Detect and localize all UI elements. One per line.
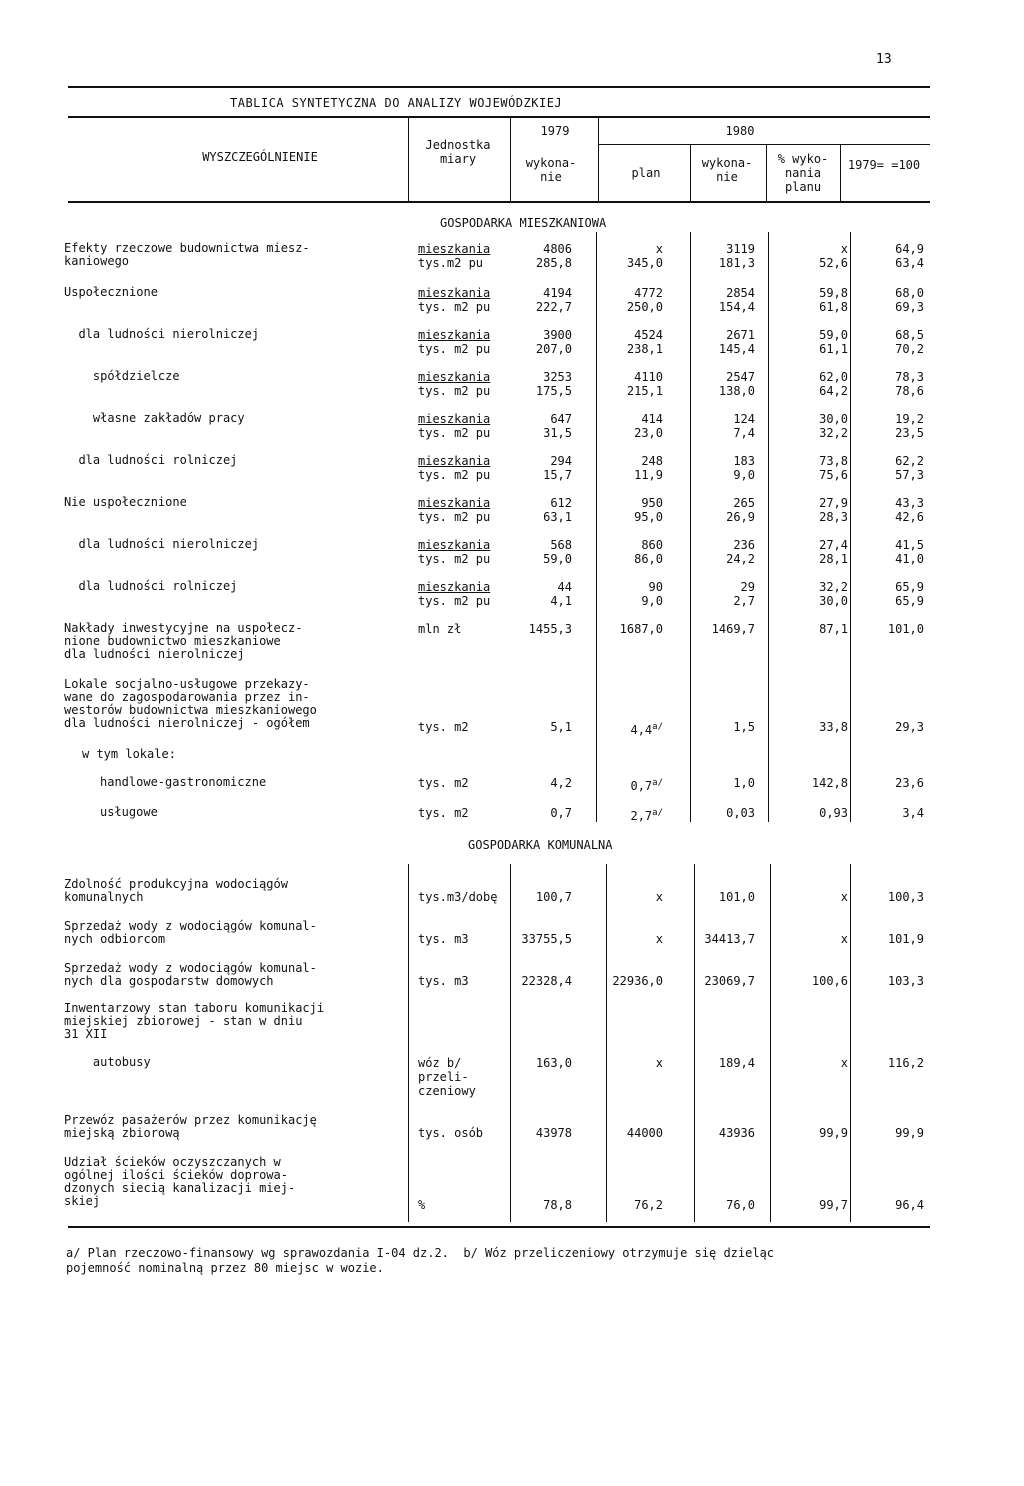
cell-1979-wykonanie: 647 31,5 — [543, 412, 572, 440]
row-unit: tys. m3 — [418, 974, 469, 988]
header-item: WYSZCZEGÓLNIENIE — [202, 150, 318, 164]
header-divider — [840, 144, 841, 202]
cell-pct-plan: 73,8 75,6 — [819, 454, 848, 482]
header-subrule — [598, 144, 930, 145]
row-unit: tys. m3 — [418, 932, 469, 946]
header-wykonanie-1979: wykona- nie — [525, 156, 577, 184]
cell-1979-wykonanie: 78,8 — [543, 1198, 572, 1212]
cell-1980-wykonanie: 34413,7 — [704, 932, 755, 946]
column-divider — [770, 864, 771, 1222]
cell-1980-wykonanie: 3119 181,3 — [718, 242, 755, 270]
cell-index: 41,5 41,0 — [895, 538, 924, 566]
page-number: 13 — [876, 52, 892, 67]
header-divider — [766, 144, 767, 202]
row-label: Udział ścieków oczyszczanych w ogólnej ilości ścieków doprowa- dzonych siecią kanalizacji miej- skiej — [64, 1155, 296, 1208]
header-pct-plan: % wyko- nania planu — [777, 152, 829, 194]
cell-1980-wykonanie: 2854 154,4 — [718, 286, 755, 314]
cell-1980-wykonanie: 101,0 — [718, 890, 755, 904]
cell-pct-plan: x — [840, 890, 848, 904]
row-label: dla ludności nierolniczej — [64, 537, 260, 551]
cell-1980-plan: 4110 215,1 — [626, 370, 663, 398]
cell-index: 29,3 — [895, 720, 924, 734]
cell-pct-plan: 59,8 61,8 — [819, 286, 848, 314]
row-unit: mieszkania tys. m2 pu — [418, 328, 491, 356]
header-plan: plan — [631, 166, 661, 180]
cell-1980-wykonanie: 43936 — [718, 1126, 755, 1140]
header-index: 1979= =100 — [847, 158, 921, 172]
cell-index: 65,9 65,9 — [895, 580, 924, 608]
row-unit: tys.m3/dobę — [418, 890, 498, 904]
row-label: Sprzedaż wody z wodociągów komunal- nych odbiorcom — [64, 919, 317, 946]
table-title: TABLICA SYNTETYCZNA DO ANALIZY WOJEWÓDZKIEJ — [230, 96, 563, 110]
cell-1979-wykonanie: 3900 207,0 — [535, 328, 572, 356]
cell-index: 64,9 63,4 — [895, 242, 924, 270]
cell-1980-wykonanie: 265 26,9 — [726, 496, 755, 524]
cell-1979-wykonanie: 4194 222,7 — [535, 286, 572, 314]
cell-index: 101,9 — [887, 932, 924, 946]
row-label-w-tym: w tym lokale: — [82, 747, 176, 761]
section-housing: GOSPODARKA MIESZKANIOWA — [440, 216, 607, 230]
cell-1980-wykonanie: 1,5 — [733, 720, 755, 734]
cell-1980-plan: 248 11,9 — [634, 454, 663, 482]
cell-pct-plan: 33,8 — [819, 720, 848, 734]
cell-1979-wykonanie: 4806 285,8 — [535, 242, 572, 270]
header-top-rule — [68, 116, 930, 118]
cell-pct-plan: 87,1 — [819, 622, 848, 636]
cell-1980-plan: 4772 250,0 — [626, 286, 663, 314]
header-divider — [598, 118, 599, 202]
row-unit: % — [418, 1198, 426, 1212]
cell-1980-wykonanie: 0,03 — [726, 806, 755, 820]
cell-pct-plan: 0,93 — [819, 806, 848, 820]
cell-index: 19,2 23,5 — [895, 412, 924, 440]
row-unit: mieszkania tys. m2 pu — [418, 538, 491, 566]
cell-1979-wykonanie: 3253 175,5 — [535, 370, 572, 398]
cell-1980-plan: 414 23,0 — [634, 412, 663, 440]
row-unit: tys. m2 — [418, 806, 469, 820]
cell-1980-plan: x — [655, 890, 663, 904]
row-label: Inwentarzowy stan taboru komunikacji miejskiej zbiorowej - stan w dniu 31 XII — [64, 1001, 325, 1041]
cell-1979-wykonanie: 22328,4 — [521, 974, 572, 988]
cell-1979-wykonanie: 0,7 — [550, 806, 572, 820]
footnote: a/ Plan rzeczowo-finansowy wg sprawozdania I-04 dz.2. b/ Wóz przeliczeniowy otrzymuje się dzieląc pojemność nominalną przez 80 miejsc w wozie. — [66, 1246, 775, 1275]
cell-pct-plan: 100,6 — [811, 974, 848, 988]
cell-1980-wykonanie: 2671 145,4 — [718, 328, 755, 356]
cell-1979-wykonanie: 4,2 — [550, 776, 572, 790]
cell-1979-wykonanie: 100,7 — [535, 890, 572, 904]
cell-pct-plan: 30,0 32,2 — [819, 412, 848, 440]
cell-1980-wykonanie: 76,0 — [726, 1198, 755, 1212]
cell-index: 62,2 57,3 — [895, 454, 924, 482]
row-label: autobusy — [64, 1055, 151, 1069]
header-year-1979: 1979 — [540, 124, 570, 138]
cell-index: 78,3 78,6 — [895, 370, 924, 398]
row-unit: mieszkania tys. m2 pu — [418, 496, 491, 524]
section-communal: GOSPODARKA KOMUNALNA — [468, 838, 613, 852]
row-unit: wóz b/ przeli- czeniowy — [418, 1056, 476, 1098]
cell-index: 100,3 — [887, 890, 924, 904]
cell-1979-wykonanie: 44 4,1 — [550, 580, 572, 608]
cell-1980-plan: 44000 — [626, 1126, 663, 1140]
cell-1980-plan: x 345,0 — [626, 242, 663, 270]
row-label: Nakłady inwestycyjne na uspołecz- nione budownictwo mieszkaniowe dla ludności nierolniczej — [64, 621, 303, 661]
cell-pct-plan: x 52,6 — [819, 242, 848, 270]
cell-1980-plan: 76,2 — [634, 1198, 663, 1212]
cell-1980-wykonanie: 236 24,2 — [726, 538, 755, 566]
row-unit: mieszkania tys. m2 pu — [418, 580, 491, 608]
cell-1980-wykonanie: 29 2,7 — [733, 580, 755, 608]
header-divider — [408, 118, 409, 202]
cell-pct-plan: 32,2 30,0 — [819, 580, 848, 608]
row-unit: mln zł — [418, 622, 462, 636]
cell-1979-wykonanie: 568 59,0 — [543, 538, 572, 566]
cell-1980-wykonanie: 23069,7 — [704, 974, 755, 988]
row-unit: mieszkania tys. m2 pu — [418, 412, 491, 440]
row-label: własne zakładów pracy — [64, 411, 245, 425]
cell-index: 96,4 — [895, 1198, 924, 1212]
top-rule — [68, 86, 930, 88]
row-label: usługowe — [100, 805, 158, 819]
row-unit: tys. m2 — [418, 720, 469, 734]
cell-1979-wykonanie: 5,1 — [550, 720, 572, 734]
header-divider — [690, 144, 691, 202]
row-label: Zdolność produkcyjna wodociągów komunalnych — [64, 877, 288, 904]
cell-index: 68,0 69,3 — [895, 286, 924, 314]
row-label: dla ludności rolniczej — [64, 579, 238, 593]
cell-1980-wykonanie: 124 7,4 — [733, 412, 755, 440]
cell-1980-wykonanie: 2547 138,0 — [718, 370, 755, 398]
cell-1980-plan: 4524 238,1 — [626, 328, 663, 356]
row-label: Uspołecznione — [64, 285, 158, 299]
header-bottom-rule — [68, 201, 930, 203]
cell-pct-plan: 27,9 28,3 — [819, 496, 848, 524]
row-unit: mieszkania tys.m2 pu — [418, 242, 491, 270]
cell-pct-plan: 62,0 64,2 — [819, 370, 848, 398]
cell-1980-wykonanie: 183 9,0 — [733, 454, 755, 482]
row-unit: tys. osób — [418, 1126, 484, 1140]
cell-1980-plan: 860 86,0 — [634, 538, 663, 566]
cell-pct-plan: x — [840, 1056, 848, 1070]
row-label: Efekty rzeczowe budownictwa miesz- kaniowego — [64, 241, 310, 268]
column-divider — [694, 864, 695, 1222]
column-divider — [606, 864, 607, 1222]
row-label: dla ludności nierolniczej — [64, 327, 260, 341]
cell-1979-wykonanie: 294 15,7 — [543, 454, 572, 482]
row-label: Sprzedaż wody z wodociągów komunal- nych dla gospodarstw domowych — [64, 961, 317, 988]
cell-pct-plan: x — [840, 932, 848, 946]
cell-1980-plan: x — [655, 932, 663, 946]
cell-1979-wykonanie: 612 63,1 — [543, 496, 572, 524]
row-unit: mieszkania tys. m2 pu — [418, 454, 491, 482]
cell-pct-plan: 27,4 28,1 — [819, 538, 848, 566]
row-label: spółdzielcze — [64, 369, 180, 383]
cell-index: 68,5 70,2 — [895, 328, 924, 356]
row-label: handlowe-gastronomiczne — [100, 775, 267, 789]
header-divider — [510, 118, 511, 202]
cell-1980-plan: 22936,0 — [612, 974, 663, 988]
cell-1980-plan: 90 9,0 — [641, 580, 663, 608]
column-divider — [510, 864, 511, 1222]
cell-1980-wykonanie: 1,0 — [733, 776, 755, 790]
header-wykonanie-1980: wykona- nie — [701, 156, 753, 184]
cell-index: 43,3 42,6 — [895, 496, 924, 524]
cell-1980-wykonanie: 1469,7 — [711, 622, 755, 636]
header-year-1980: 1980 — [725, 124, 755, 138]
cell-index: 3,4 — [902, 806, 924, 820]
cell-1980-plan: $4,4^{a/}$ — [630, 722, 663, 737]
cell-index: 23,6 — [895, 776, 924, 790]
cell-1979-wykonanie: 43978 — [535, 1126, 572, 1140]
cell-1979-wykonanie: 1455,3 — [528, 622, 572, 636]
cell-index: 101,0 — [887, 622, 924, 636]
cell-1980-plan: 950 95,0 — [634, 496, 663, 524]
cell-1980-plan: 1687,0 — [619, 622, 663, 636]
cell-pct-plan: 59,0 61,1 — [819, 328, 848, 356]
cell-index: 116,2 — [887, 1056, 924, 1070]
column-divider — [850, 232, 851, 822]
cell-index: 99,9 — [895, 1126, 924, 1140]
cell-1980-wykonanie: 189,4 — [718, 1056, 755, 1070]
header-unit: Jednostka miary — [425, 138, 491, 166]
cell-pct-plan: 99,7 — [819, 1198, 848, 1212]
cell-index: 103,3 — [887, 974, 924, 988]
row-unit: mieszkania tys. m2 pu — [418, 370, 491, 398]
row-label: Lokale socjalno-usługowe przekazy- wane do zagospodarowania przez in- westorów budownictwa mieszkaniowego dla ludności nierolniczej - ogółem — [64, 677, 317, 730]
row-label: Przewóz pasażerów przez komunikację miejską zbiorową — [64, 1113, 317, 1140]
row-unit: tys. m2 — [418, 776, 469, 790]
row-unit: mieszkania tys. m2 pu — [418, 286, 491, 314]
row-label: Nie uspołecznione — [64, 495, 187, 509]
column-divider — [850, 864, 851, 1222]
cell-1979-wykonanie: 163,0 — [535, 1056, 572, 1070]
column-divider — [768, 232, 769, 822]
table-bottom-rule — [68, 1226, 930, 1228]
cell-1980-plan: $0,7^{a/}$ — [630, 778, 663, 793]
cell-1980-plan: $2,7^{a/}$ — [630, 808, 663, 823]
cell-1979-wykonanie: 33755,5 — [521, 932, 572, 946]
column-divider — [408, 864, 409, 1222]
row-label: dla ludności rolniczej — [64, 453, 238, 467]
cell-pct-plan: 99,9 — [819, 1126, 848, 1140]
cell-pct-plan: 142,8 — [811, 776, 848, 790]
cell-1980-plan: x — [655, 1056, 663, 1070]
